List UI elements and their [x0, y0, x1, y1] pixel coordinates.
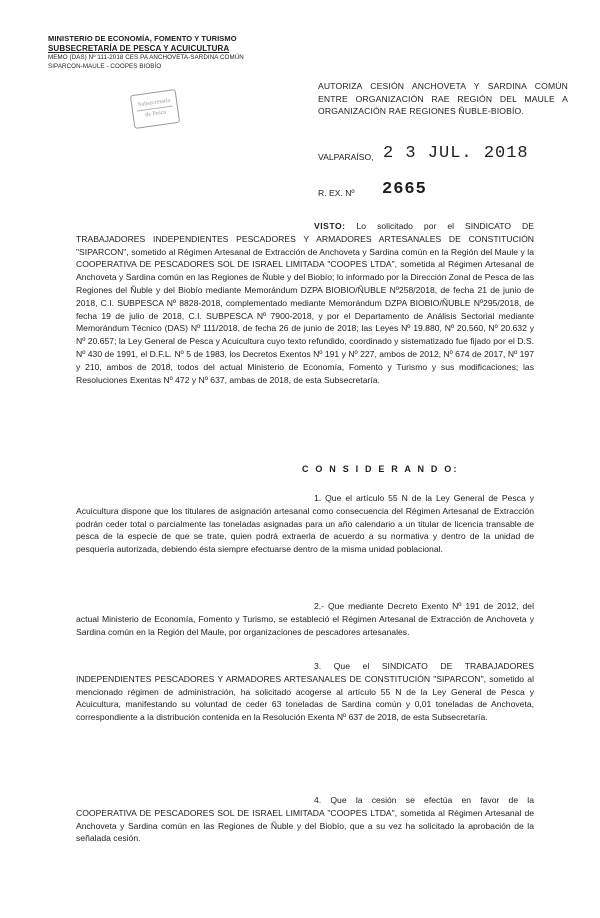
visto-label: VISTO:: [314, 221, 346, 231]
resolution-subject: AUTORIZA CESIÓN ANCHOVETA Y SARDINA COMÚN ENTRE ORGANIZACIÓN RAE REGIÓN DEL MAULE A ORGANIZACIÓN RAE REGIONES ÑUBLE-BIOBÍO.: [318, 81, 568, 117]
letterhead: [48, 34, 328, 71]
stamp-line-2: de Pesca: [144, 109, 167, 119]
subsecretaria-name: SUBSECRETARÍA DE PESCA Y ACUICULTURA: [48, 44, 230, 53]
visto-paragraph: [76, 220, 534, 386]
resolution-number: 2665: [382, 180, 427, 199]
visto-text: Lo solicitado por el SINDICATO DE TRABAJADORES INDEPENDIENTES PESCADORES Y ARMADORES ARTESANALES DE CONSTITUCIÓN "SIPARCON", sometido al Régimen Artesanal de Extracción de Anchoveta y Sardina común en la Región del Maule y la COOPERATIVA DE PESCADORES SOL DE ISRAEL LIMITADA "COOPES LTDA", sometida al Régimen Artesanal de Anchoveta y Sardina común en las Regiones de Ñuble y del Biobío; lo informado por la Dirección Zonal de Pesca de las Regiones del Ñuble y del Biobío mediante Memorándum DZPA BIOBIO/ÑUBLE Nº258/2018, de fecha 21 de junio de 2018, C.I. SUBPESCA Nº 8828-2018, complementado mediante Memorándum DZPA BIOBIO/ÑUBLE Nº295/2018, de fecha 19 de julio de 2018, C.I. SUBPESCA Nº 7900-2018, y por el Departamento de Análisis Sectorial mediante Memorándum Técnico (DAS) Nº 111/2018, de fecha 26 de junio de 2018; las Leyes Nº 19.880, Nº 20.560, Nº 20.632 y Nº 20.657; la Ley General de Pesca y Acuicultura cuyo texto refundido, coordinado y sistematizado fue fijado por el D.S. Nº 430 de 1991, el D.F.L. Nº 5 de 1983, los Decretos Exentos Nº 191 y Nº 227, ambos de 2012, Nº 674 de 2017, Nº 197 y 210, ambos de 2018, todos del actual Ministerio de Economía, Fomento y Turismo y sus modificaciones; las Resoluciones Exentas Nº 472 y Nº 637, ambas de 2018, de esta Subsecretaría.: [76, 221, 534, 385]
resolution-date-stamp: 2 3 JUL. 2018: [383, 144, 529, 163]
place-label: VALPARAÍSO,: [318, 152, 374, 162]
considerando-item-3: 3. Que el SINDICATO DE TRABAJADORES INDEPENDIENTES PESCADORES Y ARMADORES ARTESANALES DE CONSTITUCIÓN "SIPARCON", sometido al mencionado régimen de administración, ha solicitado acogerse al artículo 55 N de la Ley General de Pesca y Acuicultura, manifestando su voluntad de ceder 63 toneladas de Sardina común y 0,01 toneladas de Anchoveta, correspondiente a la distribución contenida en la Resolución Exenta Nº 637 de 2018, de esta Subsecretaría.: [76, 661, 534, 723]
office-stamp: [130, 89, 180, 129]
considerando-heading: C O N S I D E R A N D O:: [302, 464, 459, 474]
considerando-item-4: 4. Que la cesión se efectúa en favor de la COOPERATIVA DE PESCADORES SOL DE ISRAEL LIMITADA "COOPES LTDA", sometida al Régimen Artesanal de Anchoveta y Sardina común en las Regiones de Ñuble y del Biobío, que a su vez ha solicitado la aprobación de la señalada cesión.: [76, 795, 534, 844]
memo-reference: MEMO (DAS) Nº 111-2018 CES PA ANCHOVETA-SARDINA COMÚN: [48, 54, 244, 61]
organization-reference: SIPARCON-MAULE - COOPES BIOBÍO: [48, 62, 162, 70]
considerando-item-1: 1. Que el artículo 55 N de la Ley General de Pesca y Acuicultura dispone que los titulares de asignación artesanal como consecuencia del Régimen Artesanal de Extracción podrán ceder total o parcialmente las toneladas asignadas para un año calendario a un titular de licencia transable de pesca de la especie de que se trate, quien podrá extraerla de acuerdo a su normativa y dentro de la unidad de pesquería autorizada, debiendo ésta siempre efectuarse dentro de la misma unidad poblacional.: [76, 493, 534, 555]
considerando-item-2: 2.- Que mediante Decreto Exento Nº 191 de 2012, del actual Ministerio de Economía, Fomento y Turismo, se estableció el Régimen Artesanal de Extracción de Anchoveta y Sardina común en la Región del Maule, por organizaciones de pescadores artesanales.: [76, 601, 534, 637]
rex-label: R. EX. Nº: [318, 188, 355, 198]
ministry-name: MINISTERIO DE ECONOMÍA, FOMENTO Y TURISMO: [48, 34, 237, 43]
stamp-line-1: Subsecretaría: [137, 97, 171, 109]
